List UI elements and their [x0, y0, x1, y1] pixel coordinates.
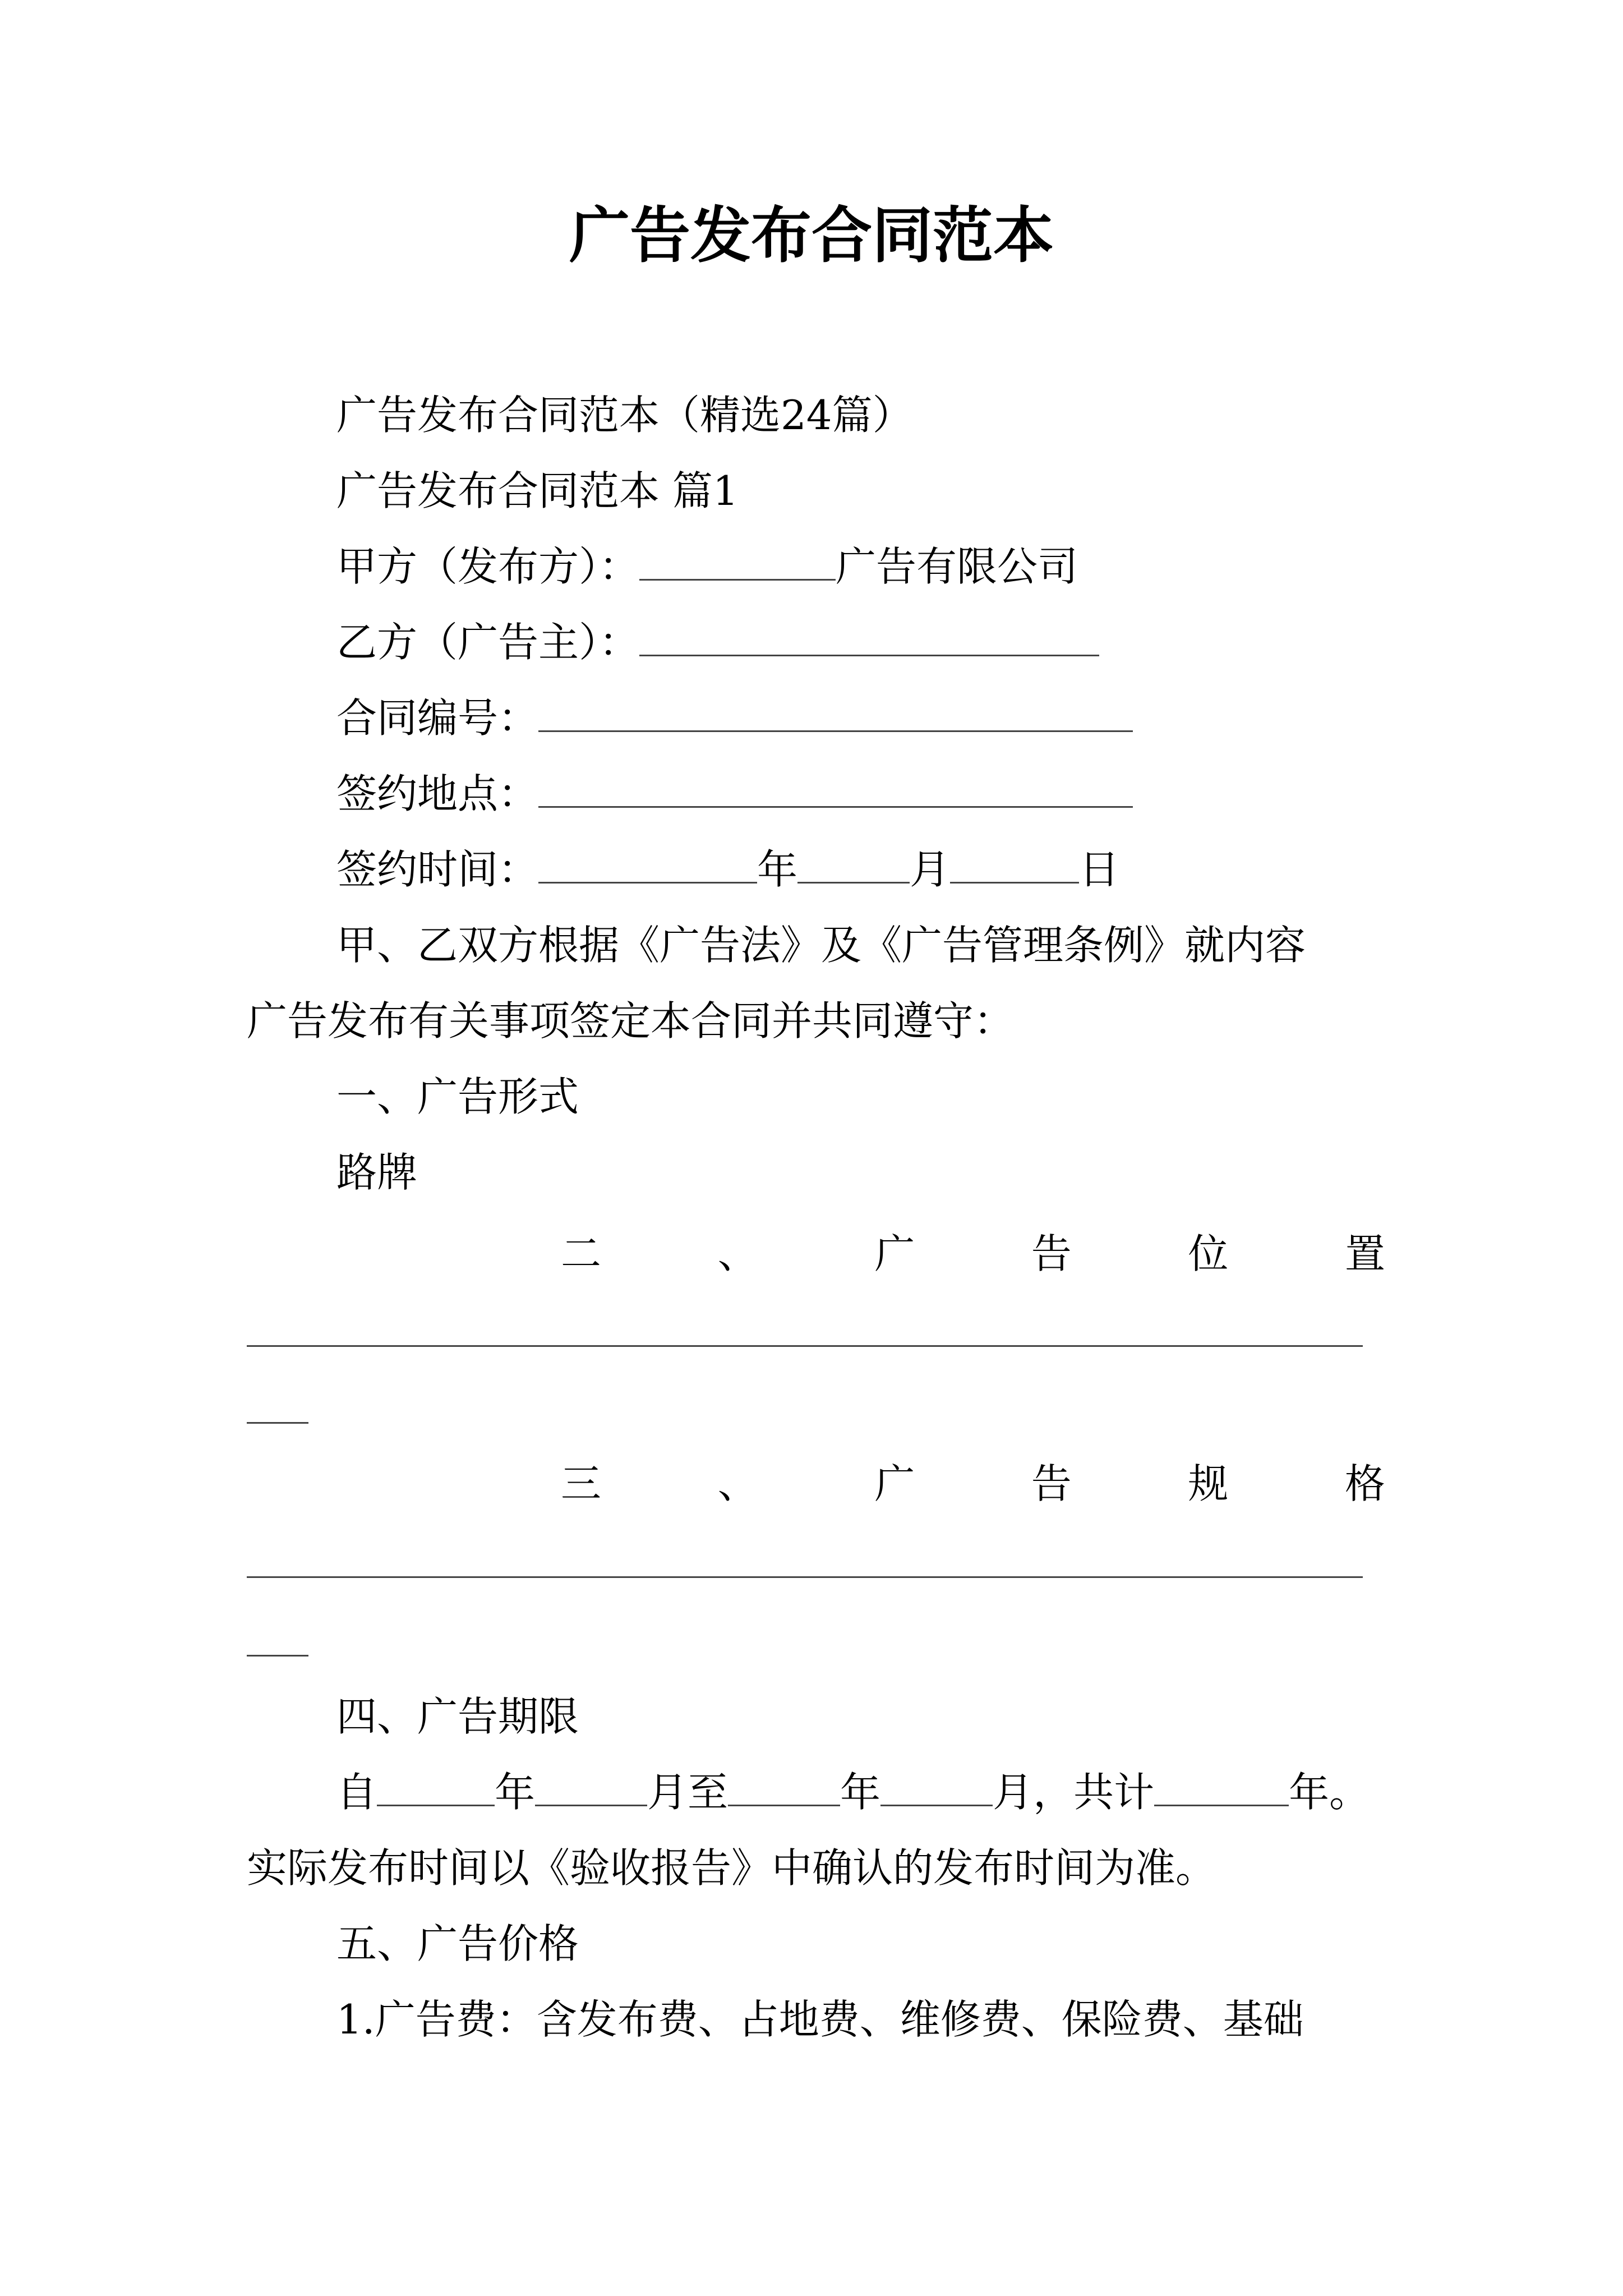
section-2-char: 位 — [1188, 1230, 1229, 1277]
party-a-label: 甲方（发布方）： — [336, 543, 640, 590]
party-a-blank — [639, 539, 836, 581]
section-1-value: 路牌 — [336, 1149, 418, 1196]
section-3-char: 三 — [561, 1460, 602, 1507]
period-total-label: 月，共计 — [993, 1769, 1155, 1816]
section-4-note: 实际发布时间以《验收报告》中确认的发布时间为准。 — [247, 1844, 1216, 1892]
section-4-title: 四、广告期限 — [336, 1693, 579, 1740]
section-2-blank-line — [247, 1345, 1363, 1347]
section-1-title: 一、广告形式 — [336, 1073, 579, 1120]
sign-month-blank — [797, 841, 910, 884]
period-end-year-unit: 年 — [840, 1769, 881, 1816]
period-start-year-blank — [377, 1764, 495, 1806]
section-3-blank-tail — [247, 1655, 308, 1657]
section-3-char: 规 — [1188, 1460, 1229, 1507]
party-b-line — [336, 614, 1481, 670]
section-5-item-1: 1.广告费：含发布费、占地费、维修费、保险费、基础 — [336, 1996, 1304, 2043]
section-2-char: 二 — [561, 1230, 602, 1277]
period-to-label: 月至 — [647, 1769, 728, 1816]
section-3-blank-line — [247, 1576, 1363, 1578]
document-subtitle: 广告发布合同范本（精选24篇） — [336, 392, 913, 439]
contract-number-line — [336, 690, 1481, 746]
sign-place-line — [336, 766, 1481, 822]
sign-time-label: 签约时间： — [336, 846, 539, 893]
section-5-title: 五、广告价格 — [336, 1920, 579, 1967]
contract-number-label: 合同编号： — [336, 694, 539, 742]
contract-number-blank — [538, 690, 1133, 732]
period-total-blank — [1154, 1764, 1289, 1806]
period-start-year-unit: 年 — [495, 1769, 536, 1816]
sign-day-blank — [950, 841, 1079, 884]
sign-time-line — [336, 841, 1481, 898]
section-3-title — [561, 1456, 1385, 1512]
section-2-blank-tail — [247, 1422, 308, 1424]
party-a-suffix: 广告有限公司 — [836, 543, 1078, 590]
period-total-unit: 年。 — [1289, 1769, 1370, 1816]
sign-day-unit: 日 — [1079, 846, 1120, 893]
period-start-month-blank — [535, 1764, 647, 1806]
party-b-blank — [639, 614, 1099, 656]
sign-place-label: 签约地点： — [336, 770, 539, 817]
sign-year-blank — [538, 841, 757, 884]
section-3-char: 、 — [717, 1460, 758, 1507]
section-4-period-line — [336, 1764, 1481, 1820]
document-title: 广告发布合同范本 — [569, 200, 1054, 271]
period-end-month-blank — [880, 1764, 993, 1806]
section-3-char: 广 — [874, 1460, 915, 1507]
intro-line-1: 甲、乙双方根据《广告法》及《广告管理条例》就内容 — [336, 922, 1306, 969]
section-2-char: 广 — [874, 1230, 915, 1277]
party-b-label: 乙方（广告主）： — [336, 619, 640, 666]
section-2-char: 告 — [1031, 1230, 1072, 1277]
sign-month-unit: 月 — [910, 846, 951, 893]
period-end-year-blank — [728, 1764, 840, 1806]
section-2-char: 、 — [717, 1230, 758, 1277]
section-2-title — [561, 1226, 1385, 1282]
intro-line-2: 广告发布有关事项签定本合同并共同遵守： — [247, 997, 1015, 1045]
section-3-char: 格 — [1344, 1460, 1385, 1507]
sign-year-unit: 年 — [757, 846, 798, 893]
period-from-label: 自 — [336, 1769, 377, 1816]
sign-place-blank — [538, 766, 1133, 808]
party-a-line — [336, 539, 1481, 595]
chapter-heading: 广告发布合同范本 篇1 — [336, 467, 739, 514]
section-3-char: 告 — [1031, 1460, 1072, 1507]
section-2-char: 置 — [1344, 1230, 1385, 1277]
